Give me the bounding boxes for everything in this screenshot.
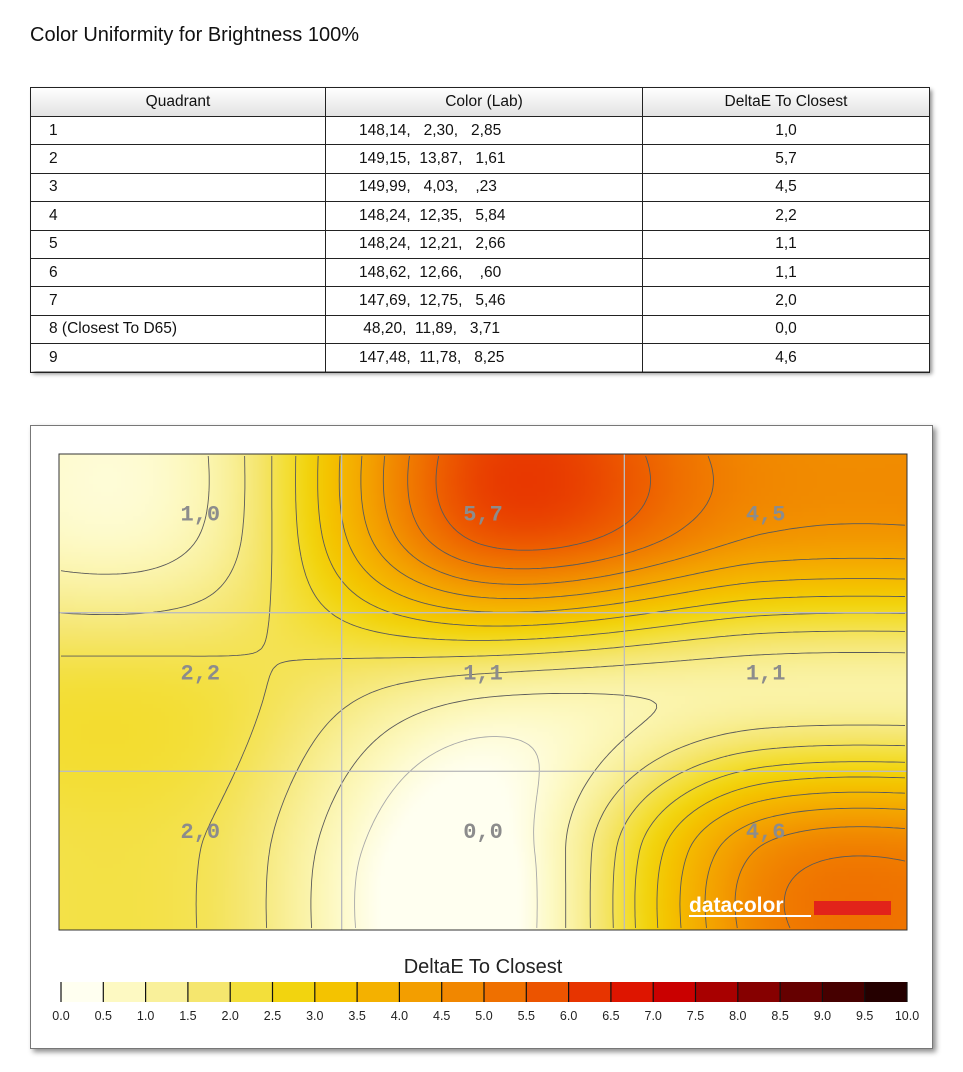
cell-quadrant: 5 (31, 230, 326, 258)
colorbar-tick-label: 8.0 (729, 1009, 747, 1023)
colorbar-tick-label: 7.5 (686, 1009, 705, 1023)
colorbar-tick-label: 4.0 (390, 1009, 409, 1023)
colorbar-tick-label: 9.5 (856, 1009, 874, 1023)
logo-red-bar (814, 901, 891, 915)
cell-lab: 48,20, 11,89, 3,71 (326, 315, 643, 343)
page-title: Color Uniformity for Brightness 100% (30, 24, 360, 46)
quadrant-value-label: 2,0 (180, 819, 221, 845)
colorbar-tick-label: 5.5 (517, 1009, 535, 1023)
cell-lab: 148,14, 2,30, 2,85 (326, 117, 643, 145)
cell-quadrant: 1 (31, 117, 326, 145)
cell-lab: 149,15, 13,87, 1,61 (326, 145, 643, 173)
cell-lab: 148,24, 12,35, 5,84 (326, 202, 643, 230)
colorbar-segment (61, 982, 104, 1002)
quadrant-table-container (30, 87, 929, 371)
colorbar-segment (273, 982, 316, 1002)
colorbar-segment (653, 982, 696, 1002)
quadrant-value-label: 5,7 (463, 502, 503, 528)
header-deltae: DeltaE To Closest (643, 88, 930, 117)
table-row (31, 287, 930, 315)
colorbar-segment (230, 982, 273, 1002)
colorbar-segment (103, 982, 146, 1002)
colorbar-segment (146, 982, 189, 1002)
quadrant-value-label: 4,5 (745, 502, 786, 528)
colorbar-tick-label: 0.5 (94, 1009, 112, 1023)
colorbar-segment (399, 982, 442, 1002)
colorbar-segment (865, 982, 908, 1002)
cell-deltae: 5,7 (643, 145, 930, 173)
cell-deltae: 1,0 (643, 117, 930, 145)
uniformity-heatmap (31, 426, 932, 1048)
colorbar-tick-label: 1.5 (179, 1009, 197, 1023)
table-row (31, 117, 930, 145)
colorbar-segment (188, 982, 231, 1002)
quadrant-value-label: 1,1 (463, 661, 503, 687)
table-row (31, 173, 930, 201)
quadrant-value-label: 1,1 (745, 661, 786, 687)
cell-quadrant: 2 (31, 145, 326, 173)
colorbar-tick-label: 2.0 (221, 1009, 239, 1023)
cell-lab: 147,69, 12,75, 5,46 (326, 287, 643, 315)
colorbar-tick-label: 0.0 (52, 1009, 70, 1023)
colorbar-tick-label: 4.5 (433, 1009, 451, 1023)
cell-lab: 147,48, 11,78, 8,25 (326, 344, 643, 372)
colorbar-segment (484, 982, 527, 1002)
colorbar-segment (526, 982, 569, 1002)
quadrant-value-label: 0,0 (463, 819, 503, 845)
cell-quadrant: 6 (31, 258, 326, 286)
colorbar-tick-label: 7.0 (644, 1009, 662, 1023)
quadrant-value-label: 2,2 (180, 661, 221, 687)
colorbar-segment (315, 982, 358, 1002)
table-header-row (31, 88, 930, 117)
cell-deltae: 2,2 (643, 202, 930, 230)
cell-lab: 148,24, 12,21, 2,66 (326, 230, 643, 258)
cell-quadrant: 9 (31, 344, 326, 372)
colorbar-tick-label: 9.0 (813, 1009, 832, 1023)
cell-quadrant: 4 (31, 202, 326, 230)
cell-lab: 149,99, 4,03, ,23 (326, 173, 643, 201)
table-row (31, 202, 930, 230)
colorbar-tick-label: 2.5 (263, 1009, 282, 1023)
colorbar-segment (611, 982, 654, 1002)
header-color-lab: Color (Lab) (326, 88, 643, 117)
cell-lab: 148,62, 12,66, ,60 (326, 258, 643, 286)
colorbar-segment (357, 982, 400, 1002)
colorbar-tick-label: 6.5 (602, 1009, 620, 1023)
colorbar-segment (696, 982, 739, 1002)
header-quadrant: Quadrant (31, 88, 326, 117)
logo-wordmark: datacolor (689, 894, 784, 917)
table-row (31, 258, 930, 286)
quadrant-value-label: 4,6 (745, 819, 786, 845)
table-row (31, 344, 930, 372)
colorbar-tick-label: 8.5 (771, 1009, 789, 1023)
table-row (31, 315, 930, 343)
cell-deltae: 1,1 (643, 230, 930, 258)
table-row (31, 145, 930, 173)
colorbar-tick-label: 10.0 (894, 1009, 920, 1023)
colorbar-tick-label: 5.0 (475, 1009, 493, 1023)
heatmap-panel (30, 425, 933, 1049)
colorbar-title: DeltaE To Closest (403, 956, 563, 978)
quadrant-value-label: 1,0 (180, 502, 221, 528)
cell-quadrant: 8 (Closest To D65) (31, 315, 326, 343)
colorbar-segment (780, 982, 823, 1002)
cell-quadrant: 3 (31, 173, 326, 201)
quadrant-table (30, 87, 930, 373)
cell-deltae: 4,5 (643, 173, 930, 201)
colorbar-segment (442, 982, 485, 1002)
colorbar-tick-label: 3.5 (348, 1009, 366, 1023)
colorbar-segment (569, 982, 612, 1002)
colorbar-tick-label: 6.0 (559, 1009, 578, 1023)
cell-deltae: 1,1 (643, 258, 930, 286)
colorbar-tick-label: 3.0 (306, 1009, 324, 1023)
cell-quadrant: 7 (31, 287, 326, 315)
colorbar-segment (738, 982, 781, 1002)
colorbar-tick-label: 1.0 (136, 1009, 155, 1023)
cell-deltae: 0,0 (643, 315, 930, 343)
table-row (31, 230, 930, 258)
cell-deltae: 4,6 (643, 344, 930, 372)
cell-deltae: 2,0 (643, 287, 930, 315)
colorbar-segment (822, 982, 865, 1002)
